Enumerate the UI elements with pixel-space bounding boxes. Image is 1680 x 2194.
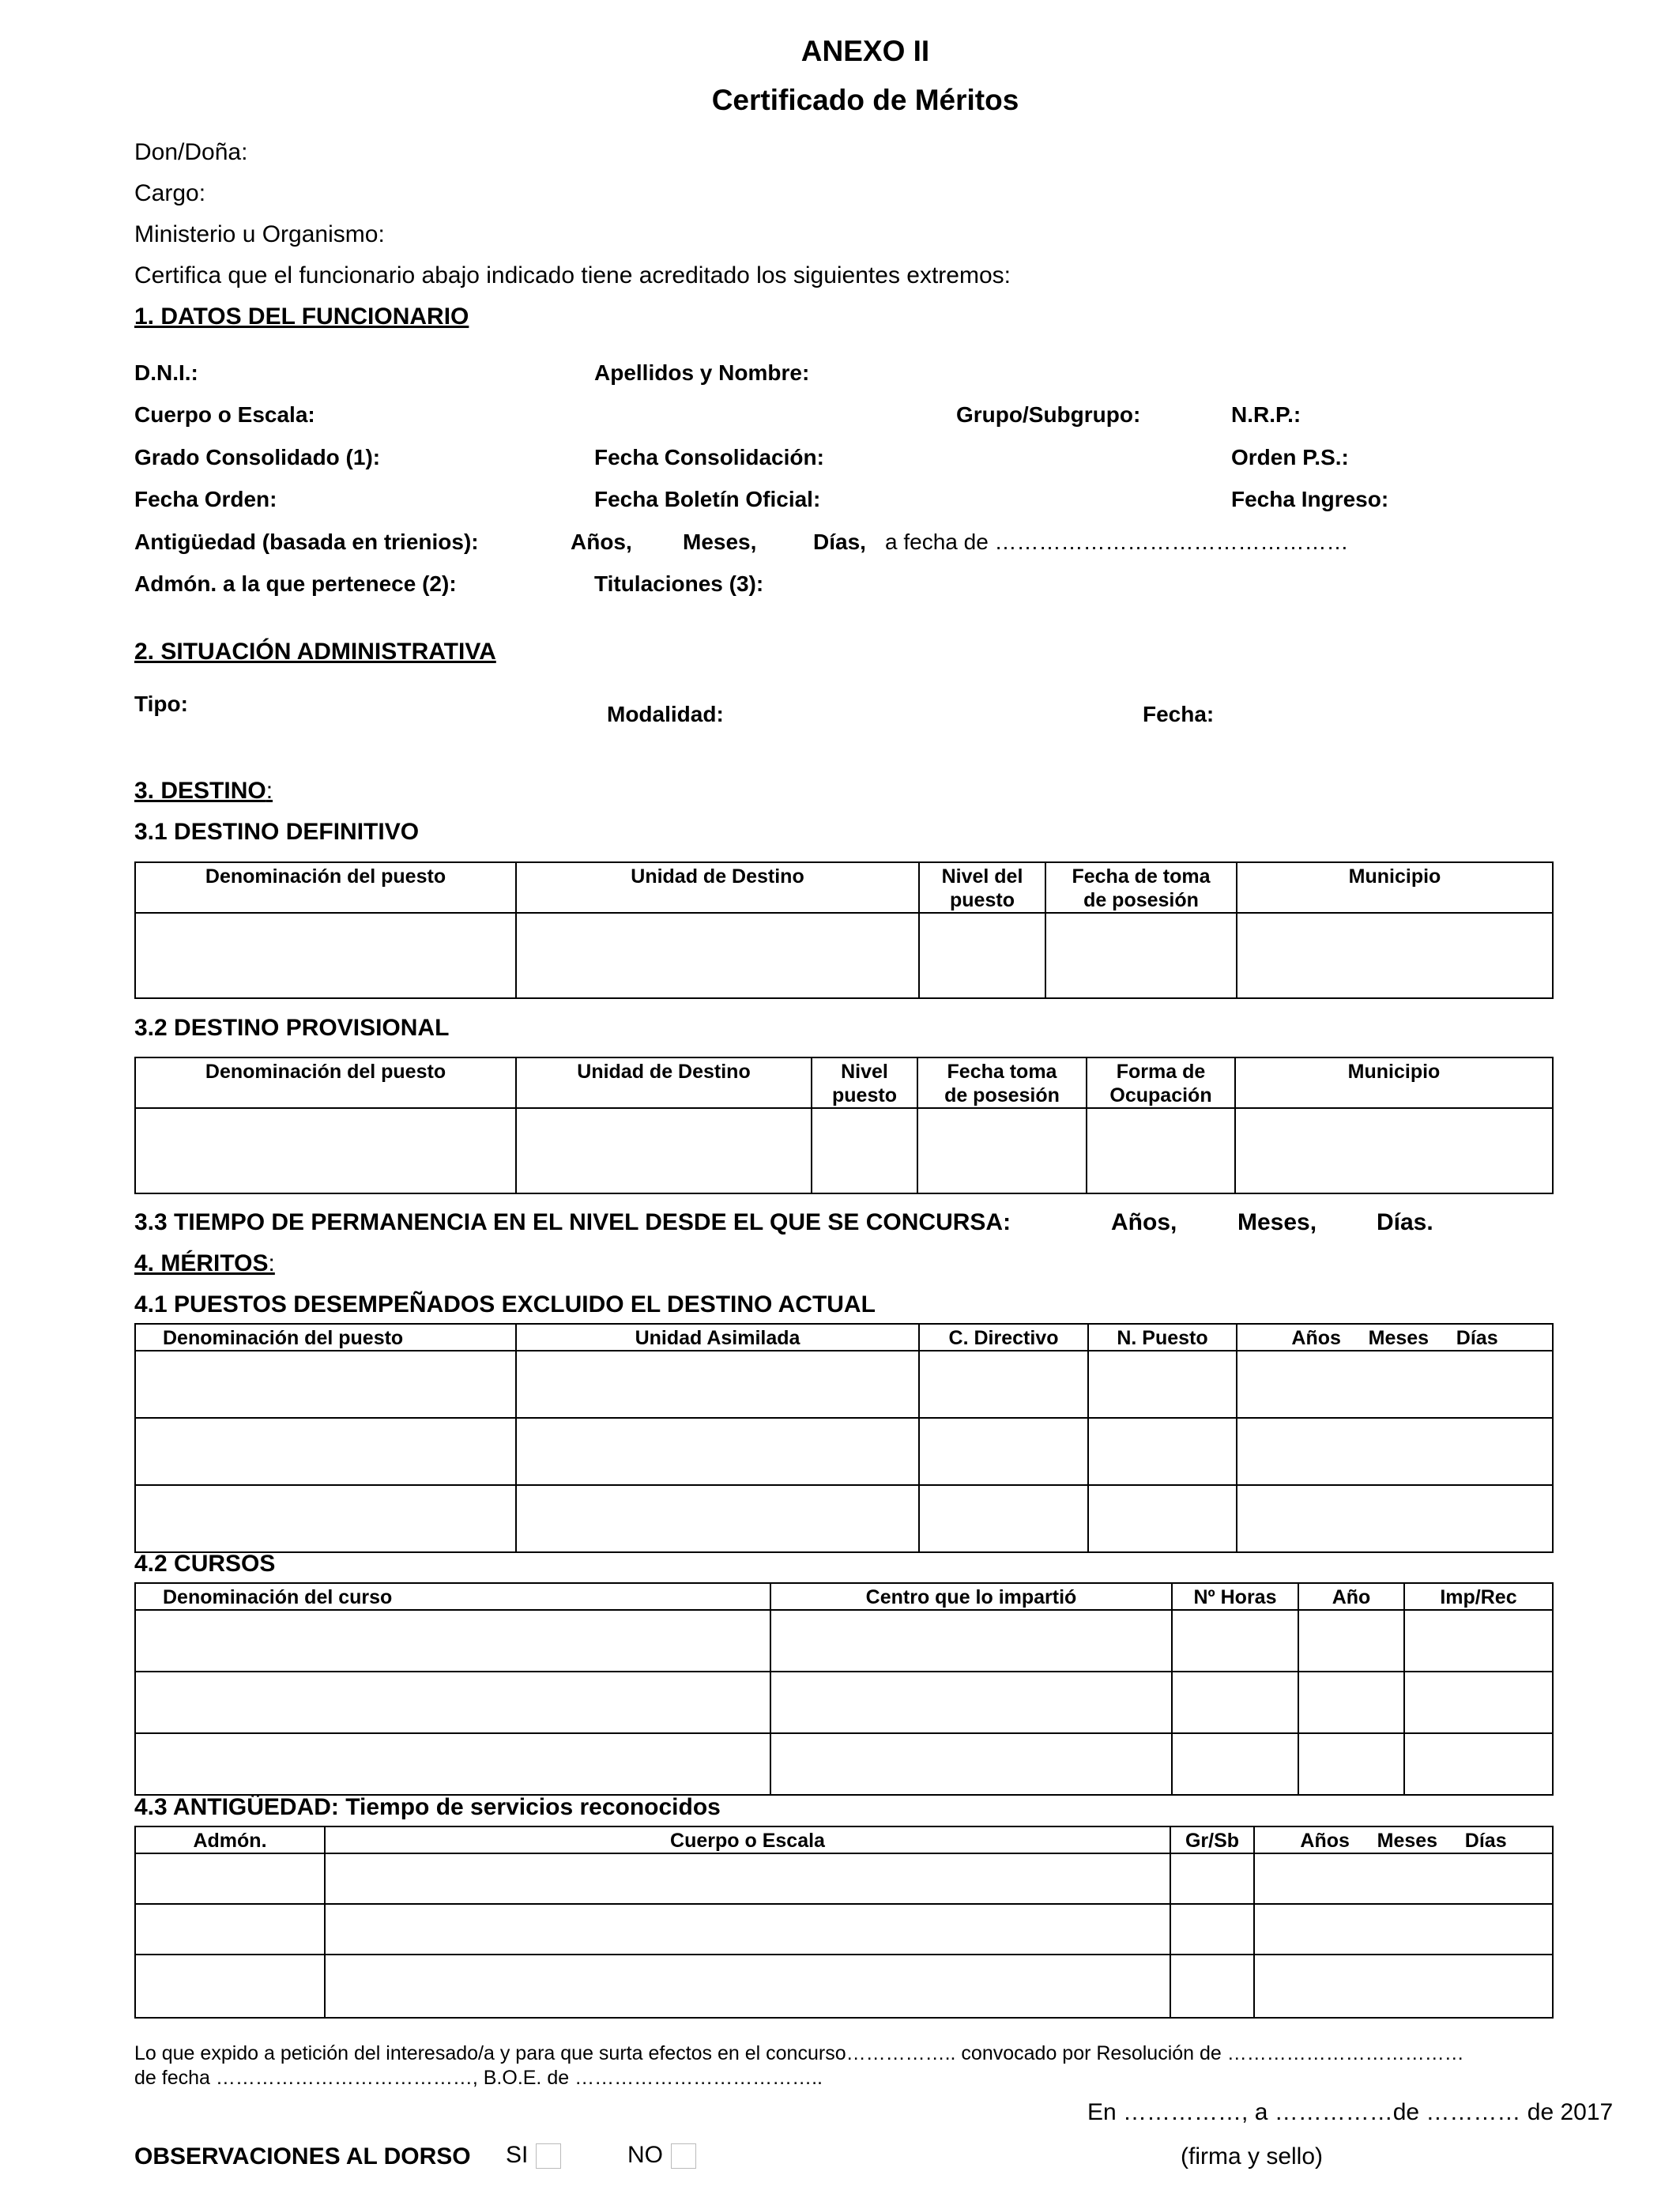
table-row (135, 913, 1553, 998)
table-cell[interactable] (1235, 1108, 1553, 1193)
table-header: Municipio (1237, 862, 1553, 913)
table-cell[interactable] (325, 1904, 1170, 1955)
table-header: C. Directivo (919, 1324, 1088, 1351)
permanencia-anos: Años, (1111, 1209, 1177, 1235)
antiguedad-heading: 4.3 ANTIGÜEDAD: Tiempo de servicios reconocidos (134, 1794, 721, 1820)
table-cell[interactable] (325, 1853, 1170, 1904)
table-cell[interactable] (919, 1351, 1088, 1418)
antiguedad-table (134, 1826, 1554, 2019)
table-cell[interactable] (135, 1610, 770, 1672)
table-header: Admón. (135, 1826, 325, 1853)
certifica-text: Certifica que el funcionario abajo indicado tiene acreditado los siguientes extremos: (134, 262, 1011, 288)
table-header: Gr/Sb (1170, 1826, 1254, 1853)
table-header: N. Puesto (1088, 1324, 1237, 1351)
table-header: Nivel del puesto (919, 862, 1045, 913)
table-cell[interactable] (135, 1418, 516, 1485)
fecha-boletin-label: Fecha Boletín Oficial: (594, 487, 821, 511)
table-header: Unidad Asimilada (516, 1324, 919, 1351)
document-title: Certificado de Méritos (711, 84, 1019, 116)
table-row (135, 1351, 1553, 1418)
table-cell[interactable] (1237, 1485, 1553, 1552)
table-cell[interactable] (1172, 1733, 1298, 1795)
table-cell[interactable] (917, 1108, 1087, 1193)
table-cell[interactable] (135, 1108, 516, 1193)
don-dona-label: Don/Doña: (134, 139, 248, 165)
annex-title: ANEXO II (800, 35, 930, 67)
titulaciones-label: Titulaciones (3): (594, 571, 764, 596)
table-header: Denominación del puesto (135, 1057, 516, 1108)
firma-label: (firma y sello) (1181, 2143, 1324, 2169)
destino-definitivo-table (134, 861, 1554, 999)
table-header: Denominación del puesto (135, 1324, 516, 1351)
table-cell[interactable] (1088, 1418, 1237, 1485)
table-cell[interactable] (135, 1351, 516, 1418)
admon-label: Admón. a la que pertenece (2): (134, 571, 457, 596)
antiguedad-label: Antigüedad (basada en trienios): (134, 530, 479, 554)
table-header: Años Meses Días (1237, 1324, 1553, 1351)
section2-heading: 2. SITUACIÓN ADMINISTRATIVA (134, 639, 496, 665)
cursos-heading: 4.2 CURSOS (134, 1551, 276, 1577)
place-date-line: En ……………, a ……………de ………… de 2017 (1087, 2099, 1614, 2125)
grupo-label: Grupo/Subgrupo: (956, 402, 1141, 427)
table-cell[interactable] (1237, 1418, 1553, 1485)
table-cell[interactable] (135, 1485, 516, 1552)
table-cell[interactable] (1298, 1733, 1404, 1795)
modalidad-label: Modalidad: (607, 702, 724, 726)
dni-label: D.N.I.: (134, 360, 198, 385)
table-cell[interactable] (516, 1351, 919, 1418)
observaciones-label: OBSERVACIONES AL DORSO (134, 2143, 471, 2169)
table-cell[interactable] (1254, 1955, 1553, 2018)
si-label: SI (506, 2142, 529, 2168)
no-checkbox[interactable] (671, 2143, 696, 2169)
table-cell[interactable] (1254, 1904, 1553, 1955)
permanencia-heading: 3.3 TIEMPO DE PERMANENCIA EN EL NIVEL DESDE EL QUE SE CONCURSA: (134, 1209, 1011, 1235)
table-cell[interactable] (919, 1485, 1088, 1552)
puestos-table (134, 1323, 1554, 1553)
table-cell[interactable] (516, 1485, 919, 1552)
table-cell[interactable] (135, 1733, 770, 1795)
table-cell[interactable] (919, 913, 1045, 998)
table-cell[interactable] (770, 1610, 1172, 1672)
table-cell[interactable] (1298, 1672, 1404, 1733)
footer-line-2: de fecha …………………………………, B.O.E. de ……………………………….. (134, 2067, 823, 2089)
table-cell[interactable] (1087, 1108, 1235, 1193)
table-cell[interactable] (1045, 913, 1237, 998)
no-label: NO (627, 2142, 663, 2168)
table-cell[interactable] (1172, 1610, 1298, 1672)
table-header: Unidad de Destino (516, 862, 919, 913)
table-cell[interactable] (325, 1955, 1170, 2018)
section4-heading-text: 4. MÉRITOS (134, 1250, 269, 1276)
table-cell[interactable] (135, 913, 516, 998)
table-header: Denominación del curso (135, 1583, 770, 1610)
table-cell[interactable] (516, 1418, 919, 1485)
permanencia-dias: Días. (1377, 1209, 1433, 1235)
table-header: Nivel puesto (812, 1057, 917, 1108)
table-cell[interactable] (1254, 1853, 1553, 1904)
puestos-heading: 4.1 PUESTOS DESEMPEÑADOS EXCLUIDO EL DESTINO ACTUAL (134, 1291, 876, 1318)
table-header: Fecha toma de posesión (917, 1057, 1087, 1108)
table-cell[interactable] (770, 1733, 1172, 1795)
table-cell[interactable] (1170, 1853, 1254, 1904)
destino-definitivo-heading: 3.1 DESTINO DEFINITIVO (134, 819, 420, 845)
table-row (135, 1672, 1553, 1733)
section3-heading-text: 3. DESTINO (134, 778, 266, 804)
table-cell[interactable] (1172, 1672, 1298, 1733)
table-cell[interactable] (1237, 913, 1553, 998)
footer-line-1: Lo que expido a petición del interesado/a y para que surta efectos en el concurso…………….. convocado por Resolución de ……………………………… (134, 2042, 1464, 2064)
table-cell[interactable] (1404, 1733, 1553, 1795)
table-cell[interactable] (919, 1418, 1088, 1485)
table-row (135, 1485, 1553, 1552)
fecha-ingreso-label: Fecha Ingreso: (1231, 487, 1389, 511)
tipo-label: Tipo: (134, 692, 188, 716)
table-cell[interactable] (1088, 1485, 1237, 1552)
table-cell[interactable] (135, 1672, 770, 1733)
table-cell[interactable] (516, 1108, 812, 1193)
section1-heading: 1. DATOS DEL FUNCIONARIO (134, 303, 469, 330)
table-cell[interactable] (1088, 1351, 1237, 1418)
destino-provisional-heading: 3.2 DESTINO PROVISIONAL (134, 1015, 450, 1041)
table-cell[interactable] (1404, 1610, 1553, 1672)
table-row (135, 1610, 1553, 1672)
table-row (135, 1955, 1553, 2018)
permanencia-meses: Meses, (1237, 1209, 1317, 1235)
table-header: Forma de Ocupación (1087, 1057, 1235, 1108)
fecha-orden-label: Fecha Orden: (134, 487, 277, 511)
table-cell[interactable] (135, 1955, 325, 2018)
si-option (506, 2142, 561, 2169)
section3-heading (134, 778, 273, 805)
section3-heading-colon: : (266, 778, 273, 804)
section4-heading-colon: : (268, 1250, 275, 1276)
table-cell[interactable] (812, 1108, 917, 1193)
grado-label: Grado Consolidado (1): (134, 445, 381, 469)
antiguedad-meses: Meses, (683, 530, 757, 554)
table-cell[interactable] (135, 1853, 325, 1904)
table-row (135, 1733, 1553, 1795)
table-cell[interactable] (1237, 1351, 1553, 1418)
table-header: Cuerpo o Escala (325, 1826, 1170, 1853)
antiguedad-anos: Años, (571, 530, 632, 554)
table-cell[interactable] (135, 1904, 325, 1955)
cargo-label: Cargo: (134, 180, 206, 206)
antiguedad-dias: Días, (813, 530, 866, 554)
nrp-label: N.R.P.: (1231, 402, 1301, 427)
no-option (627, 2142, 696, 2169)
table-header: Municipio (1235, 1057, 1553, 1108)
table-header: Año (1298, 1583, 1404, 1610)
cuerpo-label: Cuerpo o Escala: (134, 402, 315, 427)
fecha-consolidacion-label: Fecha Consolidación: (594, 445, 824, 469)
destino-provisional-table (134, 1057, 1554, 1194)
table-header: Imp/Rec (1404, 1583, 1553, 1610)
table-header: Años Meses Días (1254, 1826, 1553, 1853)
ministerio-label: Ministerio u Organismo: (134, 221, 385, 247)
table-header: Fecha de toma de posesión (1045, 862, 1237, 913)
a-fecha-text: a fecha de ………………………………………… (885, 530, 1349, 554)
table-row (135, 1418, 1553, 1485)
table-cell[interactable] (1170, 1955, 1254, 2018)
fecha-label: Fecha: (1143, 702, 1215, 726)
cursos-table (134, 1582, 1554, 1796)
table-row (135, 1108, 1553, 1193)
table-header: Centro que lo impartió (770, 1583, 1172, 1610)
orden-ps-label: Orden P.S.: (1231, 445, 1349, 469)
table-row (135, 1853, 1553, 1904)
section4-heading (134, 1250, 275, 1277)
si-checkbox[interactable] (536, 2143, 561, 2169)
table-header: Nº Horas (1172, 1583, 1298, 1610)
table-cell[interactable] (516, 913, 919, 998)
table-cell[interactable] (770, 1672, 1172, 1733)
table-cell[interactable] (1170, 1904, 1254, 1955)
table-cell[interactable] (1404, 1672, 1553, 1733)
table-cell[interactable] (1298, 1610, 1404, 1672)
table-row (135, 1904, 1553, 1955)
table-header: Denominación del puesto (135, 862, 516, 913)
apellidos-label: Apellidos y Nombre: (594, 360, 810, 385)
table-header: Unidad de Destino (516, 1057, 812, 1108)
